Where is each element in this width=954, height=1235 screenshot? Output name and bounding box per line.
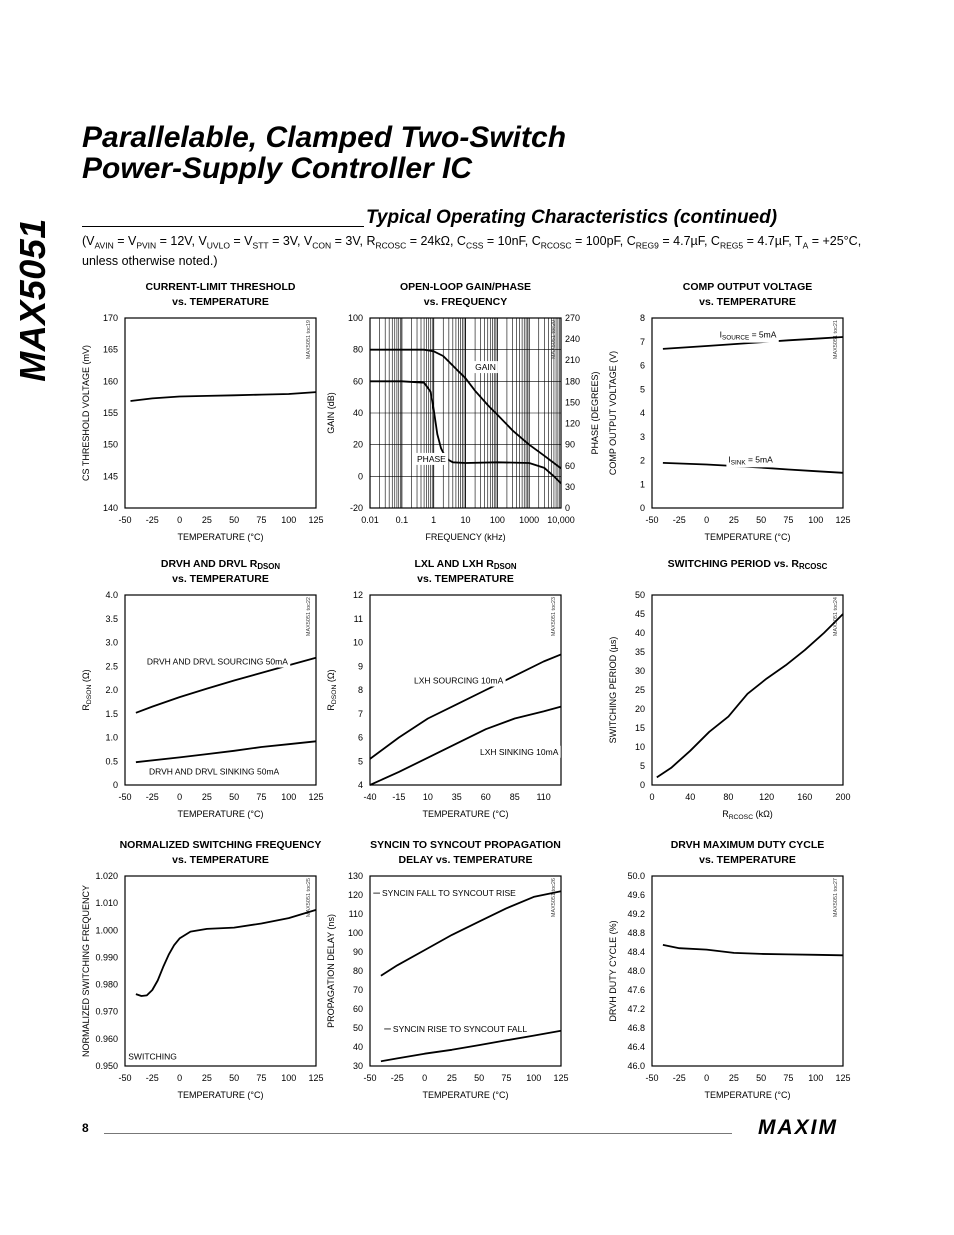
y-tick-label: 25 [634, 685, 645, 695]
chart-title-line: vs. TEMPERATURE [699, 296, 796, 308]
chart-title-line: OPEN-LOOP GAIN/PHASE [399, 281, 532, 293]
chart-title-line: LXL AND LXH RDSON [414, 558, 517, 571]
y-axis-label: GAIN (dB) [326, 392, 336, 434]
y-tick-label: 0.970 [95, 1006, 118, 1017]
x-tick-label: 75 [256, 1073, 267, 1083]
series-line [381, 1031, 561, 1062]
x-tick-label: 100 [281, 792, 297, 802]
plot-frame [125, 876, 316, 1066]
x-tick-label: 1000 [519, 515, 540, 525]
plot-frame [125, 595, 316, 785]
y-tick-label: 0.960 [95, 1033, 118, 1044]
y-tick-label: 160 [102, 376, 118, 387]
plot-frame [652, 595, 843, 785]
y-tick-label: 2 [639, 455, 645, 466]
chart-title-line: CURRENT-LIMIT THRESHOLD [145, 281, 296, 293]
series-line [663, 945, 843, 955]
y2-tick-label: 270 [565, 313, 581, 323]
y-axis-label: COMP OUTPUT VOLTAGE (V) [608, 350, 618, 476]
series-line [136, 910, 316, 996]
y-tick-label: 155 [102, 408, 118, 418]
maxim-logo [742, 1115, 854, 1144]
y-tick-label: 1.020 [95, 871, 118, 881]
x-tick-label: 100 [281, 515, 297, 525]
y2-tick-label: 120 [565, 418, 581, 429]
y-tick-label: 0 [112, 780, 118, 790]
x-tick-label: 25 [446, 1073, 457, 1083]
y-tick-label: 46.8 [627, 1023, 645, 1033]
x-tick-label: -25 [672, 1073, 686, 1083]
annotation-label: DRVH AND DRVL SINKING 50mA [149, 766, 280, 777]
x-tick-label: 0 [422, 1073, 428, 1083]
y-tick-label: 1.010 [95, 898, 118, 909]
x-tick-label: 0.01 [361, 515, 379, 525]
chart-svg [315, 557, 615, 827]
x-tick-label: 25 [728, 1073, 739, 1083]
y-tick-label: 48.0 [627, 966, 645, 976]
x-tick-label: -25 [145, 515, 159, 525]
y-tick-label: 7 [357, 708, 363, 719]
y-tick-label: 1.5 [105, 708, 118, 719]
y-tick-label: 46.4 [627, 1042, 645, 1052]
y-tick-label: 130 [347, 871, 363, 881]
y-tick-label: 40 [352, 1042, 363, 1052]
chart-grid [370, 318, 561, 508]
x-tick-label: 0.1 [395, 515, 409, 525]
y-tick-label: 20 [634, 704, 645, 714]
y-tick-label: 170 [102, 313, 118, 323]
x-tick-label: 50 [229, 515, 240, 525]
chart-code: MAX5051 toc25 [306, 878, 312, 918]
y-axis-label: $R_{DSON}$ (Ω) [326, 669, 338, 711]
y2-tick-label: 90 [565, 439, 576, 450]
y-tick-label: 4 [639, 408, 645, 418]
x-tick-label: 100 [808, 1073, 824, 1083]
maxim-logo-text: MAXIM [758, 1116, 838, 1139]
chart-lxl-lxh-rdson [315, 557, 615, 827]
y-tick-label: 48.8 [627, 928, 645, 938]
chart-title-line: NORMALIZED SWITCHING FREQUENCY [119, 839, 322, 851]
y-tick-label: 140 [102, 503, 118, 513]
series-line [381, 891, 561, 976]
y-tick-label: 47.6 [627, 985, 645, 995]
y-tick-label: 100 [347, 313, 363, 323]
plot-frame [652, 876, 843, 1066]
y-axis-label: NORMALIZED SWITCHING FREQUENCY [81, 884, 91, 1058]
x-tick-label: 160 [797, 792, 813, 802]
x-axis-label: TEMPERATURE (°C) [422, 1090, 509, 1100]
annotation-label: $I_{SOURCE} = 5mA$ [719, 329, 777, 342]
chart-title-line: vs. TEMPERATURE [172, 573, 269, 585]
y-tick-label: 1 [639, 479, 645, 490]
x-tick-label: 125 [308, 515, 324, 525]
y-tick-label: 10 [634, 742, 645, 752]
x-tick-label: 120 [759, 792, 775, 802]
document-title [82, 122, 566, 184]
chart-title-line: DRVH MAXIMUM DUTY CYCLE [670, 839, 825, 851]
y-tick-label: 5 [639, 761, 645, 771]
x-tick-label: -25 [145, 792, 159, 802]
x-tick-label: 125 [553, 1073, 569, 1083]
annotation-label: PHASE [417, 453, 446, 464]
annotation-label: LXH SINKING 10mA [479, 746, 559, 757]
y-tick-label: 70 [352, 985, 363, 995]
x-tick-label: 50 [756, 1073, 767, 1083]
chart-code: MAX5051 toc19 [306, 320, 312, 360]
x-tick-label: 35 [451, 792, 462, 802]
x-tick-label: -15 [392, 792, 406, 802]
annotation-label: SWITCHING [128, 1051, 177, 1062]
chart-code: MAX5051 toc26 [551, 878, 557, 918]
chart-code: MAX5051 toc23 [551, 597, 557, 637]
x-tick-label: 100 [281, 1073, 297, 1083]
plot-frame [370, 876, 561, 1066]
series-line [131, 392, 317, 401]
chart-title-line: DRVH AND DRVL RDSON [160, 558, 281, 571]
y-tick-label: -20 [349, 503, 363, 513]
x-tick-label: 0 [704, 515, 710, 525]
y2-tick-label: 30 [565, 481, 576, 492]
x-tick-label: 1 [431, 515, 437, 525]
x-axis-label: FREQUENCY (kHz) [425, 532, 506, 542]
y-tick-label: 50.0 [627, 871, 645, 881]
x-tick-label: -50 [645, 1073, 659, 1083]
plot-frame [652, 318, 843, 508]
chart-drvh-duty-cycle [597, 838, 897, 1108]
chart-code: MAX5051 toc24 [833, 597, 839, 637]
x-tick-label: -25 [672, 515, 686, 525]
chart-svg [315, 280, 615, 550]
x-tick-label: 75 [501, 1073, 512, 1083]
y-tick-label: 2.5 [105, 661, 118, 672]
x-axis-label: TEMPERATURE (°C) [177, 532, 264, 542]
title-line-1: Parallelable, Clamped Two-Switch [82, 121, 567, 154]
x-tick-label: 75 [783, 515, 794, 525]
chart-svg [597, 557, 897, 827]
y-tick-label: 80 [352, 344, 363, 355]
x-tick-label: 25 [201, 792, 212, 802]
x-tick-label: 110 [536, 792, 551, 802]
y-tick-label: 45 [634, 609, 645, 619]
annotation-label: GAIN [475, 362, 496, 373]
y-tick-label: 49.2 [627, 909, 645, 919]
y-tick-label: 49.6 [627, 890, 645, 900]
y-tick-label: 120 [347, 890, 363, 900]
y-tick-label: 80 [352, 966, 363, 976]
y-tick-label: 3.5 [105, 613, 118, 624]
y-tick-label: 3.0 [105, 637, 118, 648]
x-tick-label: 125 [835, 515, 851, 525]
y-axis-label: PROPAGATION DELAY (ns) [326, 914, 336, 1028]
x-tick-label: -50 [645, 515, 659, 525]
y-tick-label: 11 [353, 613, 363, 624]
chart-comp-output-voltage [597, 280, 897, 550]
y-tick-label: 50 [352, 1023, 363, 1033]
y-tick-label: 30 [352, 1061, 363, 1071]
x-axis-label: TEMPERATURE (°C) [177, 809, 264, 819]
y-tick-label: 0.5 [105, 756, 118, 767]
annotation-label: LXH SOURCING 10mA [413, 675, 504, 686]
y2-tick-label: 60 [565, 460, 576, 471]
y-axis-label: SWITCHING PERIOD (µs) [608, 636, 618, 744]
chart-title-line: vs. TEMPERATURE [172, 854, 269, 866]
y-axis-label: $R_{DSON}$ (Ω) [81, 669, 93, 711]
y-tick-label: 50 [634, 590, 645, 600]
y-tick-label: 6 [357, 732, 363, 743]
x-tick-label: 0 [704, 1073, 710, 1083]
x-tick-label: 125 [308, 1073, 324, 1083]
x-tick-label: 10 [422, 792, 433, 802]
y-tick-label: 0 [639, 780, 645, 790]
x-tick-label: 75 [256, 515, 267, 525]
x-tick-label: 200 [835, 792, 851, 802]
y-tick-label: 0.990 [95, 952, 118, 963]
x-tick-label: 10,000 [547, 515, 575, 525]
y-tick-label: 1.000 [95, 925, 118, 936]
x-tick-label: 100 [526, 1073, 542, 1083]
chart-code: MAX5051 toc27 [833, 878, 839, 918]
y-tick-label: 0 [639, 503, 645, 513]
y-tick-label: 48.4 [627, 947, 645, 957]
y-tick-label: 4 [357, 780, 363, 790]
chart-code: MAX5051 toc21 [833, 320, 839, 360]
y-tick-label: 150 [102, 439, 118, 450]
annotation-label: DRVH AND DRVL SOURCING 50mA [146, 656, 288, 667]
y2-tick-label: 210 [565, 355, 581, 366]
section-rule [82, 226, 364, 227]
chart-svg [597, 280, 897, 550]
y-tick-label: 30 [634, 666, 645, 676]
maxim-logo-mark [742, 1115, 854, 1139]
chart-code: MAX5051 toc22 [306, 597, 312, 637]
chart-title-line: COMP OUTPUT VOLTAGE [682, 281, 813, 293]
x-tick-label: -50 [363, 1073, 377, 1083]
y-tick-label: 0 [357, 471, 363, 482]
chart-svg [315, 838, 615, 1108]
x-tick-label: -50 [118, 792, 132, 802]
y-tick-label: 46.0 [627, 1061, 645, 1071]
y-axis-label: DRVH DUTY CYCLE (%) [608, 920, 618, 1022]
x-tick-label: 100 [489, 515, 505, 525]
x-tick-label: 25 [201, 515, 212, 525]
x-tick-label: -40 [363, 792, 377, 802]
y-tick-label: 6 [639, 360, 645, 371]
x-tick-label: 10 [460, 515, 471, 525]
x-tick-label: 125 [308, 792, 324, 802]
x-tick-label: 75 [783, 1073, 794, 1083]
y-tick-label: 15 [634, 723, 645, 733]
x-tick-label: 85 [509, 792, 520, 802]
y-tick-label: 100 [347, 928, 363, 938]
x-tick-label: 50 [229, 1073, 240, 1083]
annotation-label: SYNCIN RISE TO SYNCOUT FALL [392, 1023, 528, 1034]
x-tick-label: -50 [118, 515, 132, 525]
chart-title-line: DELAY vs. TEMPERATURE [398, 854, 533, 866]
y2-tick-label: 150 [565, 397, 581, 408]
y-tick-label: 2.0 [105, 685, 118, 695]
x-tick-label: -50 [118, 1073, 132, 1083]
y-tick-label: 5 [639, 384, 645, 395]
y-tick-label: 60 [352, 1004, 363, 1014]
x-tick-label: 50 [474, 1073, 485, 1083]
y-tick-label: 110 [348, 909, 363, 919]
y-tick-label: 47.2 [627, 1004, 645, 1014]
x-tick-label: -25 [390, 1073, 404, 1083]
y-tick-label: 7 [639, 336, 645, 347]
x-tick-label: 100 [808, 515, 824, 525]
y-tick-label: 0.950 [95, 1061, 118, 1071]
title-line-2: Power-Supply Controller IC [82, 152, 473, 185]
x-tick-label: 0 [177, 1073, 183, 1083]
y-tick-label: 0.980 [95, 979, 118, 990]
x-tick-label: 25 [201, 1073, 212, 1083]
y-tick-label: 5 [357, 756, 363, 767]
x-axis-label: TEMPERATURE (°C) [704, 1090, 791, 1100]
annotation-label: $I_{SINK} = 5mA$ [728, 454, 773, 467]
side-part-number-text: MAX5051 [12, 218, 53, 382]
x-axis-label: $R_{RCOSC}$ (kΩ) [722, 809, 773, 821]
chart-title-line: vs. TEMPERATURE [172, 296, 269, 308]
y-axis-label: CS THRESHOLD VOLTAGE (mV) [81, 344, 91, 482]
x-tick-label: -25 [145, 1073, 159, 1083]
x-tick-label: 80 [723, 792, 734, 802]
x-tick-label: 125 [835, 1073, 851, 1083]
chart-propagation-delay [315, 838, 615, 1108]
y-tick-label: 40 [352, 408, 363, 418]
y-tick-label: 165 [102, 344, 118, 355]
chart-switching-period [597, 557, 897, 827]
x-tick-label: 0 [649, 792, 655, 802]
chart-code: MAX5051 toc20 [551, 320, 557, 360]
x-tick-label: 0 [177, 515, 183, 525]
x-tick-label: 75 [256, 792, 267, 802]
x-axis-label: TEMPERATURE (°C) [177, 1090, 264, 1100]
footer-rule [104, 1133, 732, 1134]
y2-tick-label: 0 [565, 503, 571, 513]
series-line [370, 654, 561, 759]
chart-title-line: SYNCIN TO SYNCOUT PROPAGATION [370, 839, 561, 851]
x-tick-label: 50 [756, 515, 767, 525]
y-tick-label: 40 [634, 628, 645, 638]
chart-title-line: SWITCHING PERIOD vs. RRCOSC [667, 558, 828, 571]
y-tick-label: 60 [352, 376, 363, 387]
y-tick-label: 9 [357, 661, 363, 672]
x-tick-label: 0 [177, 792, 183, 802]
chart-svg [597, 838, 897, 1108]
y-tick-label: 3 [639, 431, 645, 442]
annotation-label: SYNCIN FALL TO SYNCOUT RISE [382, 888, 516, 899]
chart-title-line: vs. TEMPERATURE [699, 854, 796, 866]
chart-title-line: vs. TEMPERATURE [417, 573, 514, 585]
y-tick-label: 8 [357, 685, 363, 695]
y-tick-label: 145 [102, 471, 118, 482]
test-conditions: ($V_{AVIN} = V_{PVIN} = 12V$, $V_{UVLO} = V_{STT} = 3V$, $V_{CON} = 3V$, $R_{RCOSC} = 24k\Omega$, $C_{CSS} = 10nF$, $C_{RCOSC} = 100pF$, $C_{REG9} = 4.7\mu F$, $C_{REG5} = 4.7\mu F$, $T_A = +25^\circ C$, unless otherwise noted.) [82, 234, 862, 268]
side-part-number [8, 210, 58, 390]
plot-frame [125, 318, 316, 508]
x-tick-label: 40 [685, 792, 696, 802]
y2-axis-label: PHASE (DEGREES) [590, 371, 600, 455]
x-axis-label: TEMPERATURE (°C) [704, 532, 791, 542]
series-line [136, 741, 316, 762]
y-tick-label: 10 [352, 637, 363, 648]
y-tick-label: 1.0 [105, 732, 118, 743]
chart-open-loop-gain-phase [315, 280, 615, 550]
y-tick-label: 12 [352, 590, 363, 600]
y-tick-label: 8 [639, 313, 645, 323]
y-tick-label: 90 [352, 947, 363, 957]
page-number: 8 [82, 1121, 89, 1135]
chart-title-line: vs. FREQUENCY [423, 296, 508, 308]
series-line [657, 614, 843, 777]
x-axis-label: TEMPERATURE (°C) [422, 809, 509, 819]
y-tick-label: 35 [634, 647, 645, 657]
y2-tick-label: 180 [565, 376, 581, 387]
x-tick-label: 50 [229, 792, 240, 802]
x-tick-label: 25 [728, 515, 739, 525]
section-title: Typical Operating Characteristics (continued) [366, 207, 778, 228]
x-tick-label: 60 [480, 792, 491, 802]
y-tick-label: 20 [352, 439, 363, 450]
y2-tick-label: 240 [565, 334, 581, 345]
y-tick-label: 4.0 [105, 590, 118, 600]
